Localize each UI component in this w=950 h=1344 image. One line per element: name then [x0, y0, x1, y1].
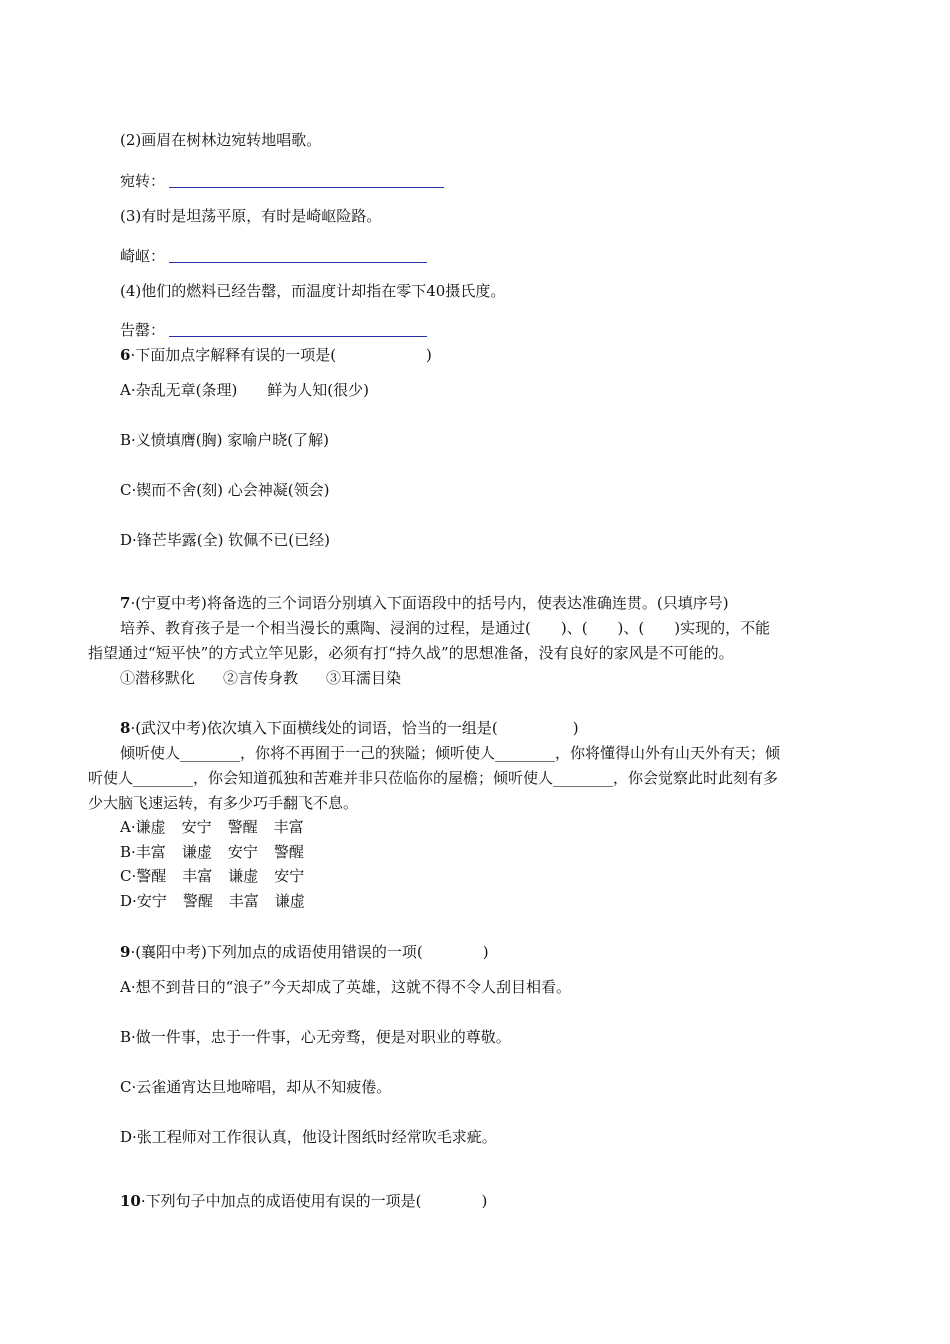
- q5-answer-row-3: [120, 246, 427, 266]
- q10-stem: [120, 1191, 487, 1211]
- q8-paragraph-line-3: 少大脑飞速运转，有多少巧手翻飞不息。: [88, 794, 359, 812]
- option-word: 警醒: [136, 867, 167, 885]
- option-word: 丰富: [273, 818, 304, 836]
- option-word: 谦虚: [135, 818, 166, 836]
- question-number: 7: [120, 594, 131, 612]
- option-word: 警醒: [227, 818, 258, 836]
- answer-label: 宛转：: [120, 172, 166, 190]
- option-word: 谦虚: [181, 843, 212, 861]
- q9-option-a: A·想不到昔日的“浪子”今天却成了英雄，这就不得不令人刮目相看。: [120, 978, 571, 996]
- q7-paragraph-line-1: 培养、教育孩子是一个相当漫长的熏陶、浸润的过程，是通过( )、( )、( )实现的，不能: [120, 619, 771, 637]
- q6-option-d: D·锋芒毕露(全) 钦佩不已(已经): [120, 531, 330, 549]
- option-word: 丰富: [135, 843, 166, 861]
- q9-option-b: B·做一件事，忠于一件事，心无旁骛，便是对职业的尊敬。: [120, 1028, 511, 1046]
- question-text: ·下面加点字解释有误的一项是( ): [130, 346, 432, 364]
- q5-sentence-3: (3)有时是坦荡平原，有时是崎岖险路。: [120, 207, 382, 225]
- option-word: 安宁: [136, 892, 167, 910]
- q9-option-c: C·云雀通宵达旦地啼唱，却从不知疲倦。: [120, 1078, 392, 1096]
- q5-sentence-4: (4)他们的燃料已经告罄，而温度计却指在零下40摄氏度。: [120, 282, 506, 300]
- q5-answer-row-2: [120, 171, 444, 191]
- q8-paragraph-line-2: 听使人________，你会知道孤独和苦难并非只莅临你的屋檐；倾听使人________，你会觉察此时此刻有多: [88, 769, 779, 787]
- option-label: B·: [120, 843, 136, 861]
- option-word: 安宁: [181, 818, 212, 836]
- q7-stem: [120, 593, 729, 613]
- q7-paragraph-line-2: 指望通过“短平快”的方式立竿见影，必须有打“持久战”的思想准备，没有良好的家风是不可能的。: [88, 644, 734, 662]
- q5-sentence-2: (2)画眉在树林边宛转地唱歌。: [120, 131, 322, 149]
- option-word: 谦虚: [228, 867, 259, 885]
- q8-option-b: [120, 842, 320, 862]
- q8-option-d: [120, 891, 321, 911]
- choice-2: ②言传身教: [223, 669, 299, 687]
- q7-choices: [120, 668, 429, 688]
- option-word: 安宁: [227, 843, 258, 861]
- q8-option-c: [120, 866, 320, 886]
- option-word: 警醒: [182, 892, 213, 910]
- q8-stem: [120, 718, 579, 738]
- question-text: ·下列句子中加点的成语使用有误的一项是( ): [140, 1192, 488, 1210]
- question-number: 10: [120, 1192, 141, 1210]
- option-label: A·: [120, 818, 136, 836]
- choice-1: ①潜移默化: [120, 669, 196, 687]
- question-number: 6: [120, 346, 131, 364]
- question-text: ·(武汉中考)依次填入下面横线处的词语，恰当的一组是( ): [130, 719, 579, 737]
- q9-stem: [120, 942, 489, 962]
- option-word: 丰富: [182, 867, 213, 885]
- q9-option-d: D·张工程师对工作很认真，他设计图纸时经常吹毛求疵。: [120, 1128, 497, 1146]
- q6-option-b: B·义愤填膺(胸) 家喻户晓(了解): [120, 431, 329, 449]
- option-word: 安宁: [274, 867, 305, 885]
- q6-stem: [120, 345, 432, 365]
- q6-option-c: C·锲而不舍(刻) 心会神凝(领会): [120, 481, 330, 499]
- answer-blank[interactable]: [169, 320, 427, 337]
- q8-paragraph-line-1: 倾听使人________，你将不再囿于一己的狭隘；倾听使人________，你将懂得山外有山天外有天；倾: [120, 744, 781, 762]
- choice-3: ③耳濡目染: [326, 669, 402, 687]
- answer-label: 告罄：: [120, 321, 166, 339]
- option-label: D·: [120, 892, 137, 910]
- answer-label: 崎岖：: [120, 247, 166, 265]
- option-label: C·: [120, 867, 137, 885]
- question-text: ·(襄阳中考)下列加点的成语使用错误的一项( ): [130, 943, 489, 961]
- q5-answer-row-4: [120, 320, 427, 340]
- q8-option-a: [120, 817, 320, 837]
- q6-option-a: A·杂乱无章(条理) 鲜为人知(很少): [120, 381, 370, 399]
- answer-blank[interactable]: [169, 171, 444, 188]
- question-number: 9: [120, 943, 131, 961]
- answer-blank[interactable]: [169, 246, 427, 263]
- option-word: 警醒: [273, 843, 304, 861]
- question-number: 8: [120, 719, 131, 737]
- option-word: 谦虚: [274, 892, 305, 910]
- question-text: ·(宁夏中考)将备选的三个词语分别填入下面语段中的括号内，使表达准确连贯。(只填序号): [130, 594, 729, 612]
- option-word: 丰富: [228, 892, 259, 910]
